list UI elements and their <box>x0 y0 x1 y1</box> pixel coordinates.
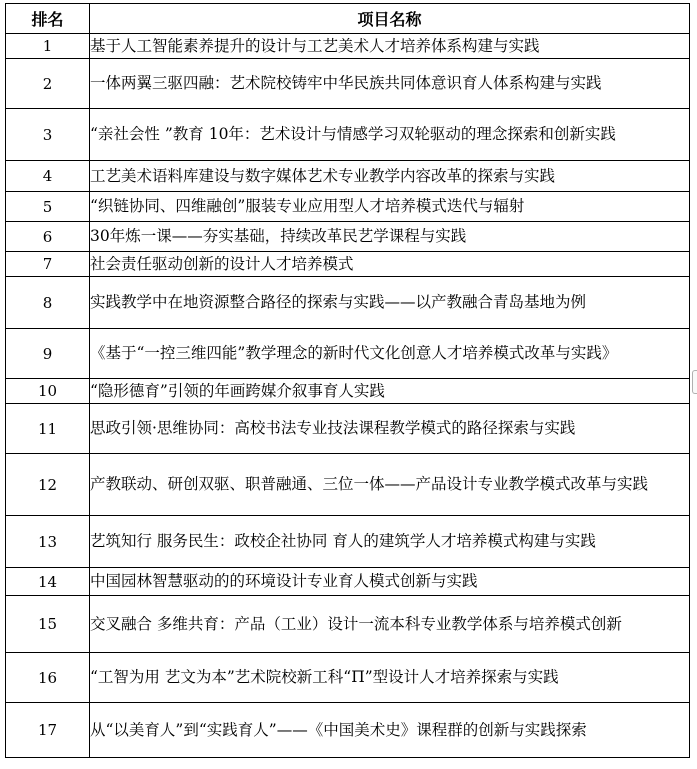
table-row <box>6 568 690 596</box>
project-name-cell: 实践教学中在地资源整合路径的探索与实践——以产教融合青岛基地为例 <box>90 277 690 329</box>
project-name-cell: 从“以美育人”到“实践育人”——《中国美术史》课程群的创新与实践探索 <box>90 703 690 758</box>
side-scroll-handle[interactable] <box>692 370 697 394</box>
name-column-header: 项目名称 <box>90 4 690 34</box>
project-name-cell: “亲社会性 ”教育 10年：艺术设计与情感学习双轮驱动的理念探索和创新实践 <box>90 109 690 161</box>
table-row <box>6 34 690 59</box>
rank-cell: 7 <box>6 252 90 277</box>
table-row <box>6 454 690 516</box>
project-name-cell: 《基于“一控三维四能”教学理念的新时代文化创意人才培养模式改革与实践》 <box>90 329 690 379</box>
project-name-cell: 艺筑知行 服务民生：政校企社协同 育人的建筑学人才培养模式构建与实践 <box>90 516 690 568</box>
table-row <box>6 703 690 758</box>
rank-cell: 3 <box>6 109 90 161</box>
table-row <box>6 277 690 329</box>
project-name-cell: 交叉融合 多维共育：产品（工业）设计一流本科专业教学体系与培养模式创新 <box>90 596 690 653</box>
rank-cell: 15 <box>6 596 90 653</box>
rank-column-header: 排名 <box>6 4 90 34</box>
rank-cell: 4 <box>6 161 90 192</box>
rank-cell: 9 <box>6 329 90 379</box>
rank-cell: 8 <box>6 277 90 329</box>
header-row <box>6 4 690 34</box>
project-name-cell: 30年炼一课——夯实基础，持续改革民艺学课程与实践 <box>90 222 690 252</box>
rank-cell: 12 <box>6 454 90 516</box>
table-row <box>6 59 690 109</box>
project-name-cell: 产教联动、研创双驱、职普融通、三位一体——产品设计专业教学模式改革与实践 <box>90 454 690 516</box>
project-name-cell: “工智为用 艺文为本”艺术院校新工科“Π”型设计人才培养探索与实践 <box>90 653 690 703</box>
rank-cell: 14 <box>6 568 90 596</box>
table-row <box>6 379 690 404</box>
rank-cell: 11 <box>6 404 90 454</box>
ranking-table <box>5 3 690 758</box>
rank-cell: 6 <box>6 222 90 252</box>
project-name-cell: 一体两翼三驱四融：艺术院校铸牢中华民族共同体意识育人体系构建与实践 <box>90 59 690 109</box>
rank-cell: 16 <box>6 653 90 703</box>
project-name-cell: 基于人工智能素养提升的设计与工艺美术人才培养体系构建与实践 <box>90 34 690 59</box>
project-name-cell: 工艺美术语料库建设与数字媒体艺术专业教学内容改革的探索与实践 <box>90 161 690 192</box>
table-row <box>6 516 690 568</box>
project-name-cell: 社会责任驱动创新的设计人才培养模式 <box>90 252 690 277</box>
project-name-cell: “织链协同、四维融创”服装专业应用型人才培养模式迭代与辐射 <box>90 192 690 222</box>
table-row <box>6 222 690 252</box>
rank-cell: 10 <box>6 379 90 404</box>
project-name-cell: 中国园林智慧驱动的的环境设计专业育人模式创新与实践 <box>90 568 690 596</box>
project-name-cell: “隐形德育”引领的年画跨媒介叙事育人实践 <box>90 379 690 404</box>
table-row <box>6 192 690 222</box>
table-row <box>6 329 690 379</box>
rank-cell: 17 <box>6 703 90 758</box>
table-row <box>6 109 690 161</box>
rank-cell: 1 <box>6 34 90 59</box>
table-row <box>6 252 690 277</box>
table-row <box>6 404 690 454</box>
table-row <box>6 653 690 703</box>
table-row <box>6 596 690 653</box>
rank-cell: 2 <box>6 59 90 109</box>
table-row <box>6 161 690 192</box>
rank-cell: 13 <box>6 516 90 568</box>
project-name-cell: 思政引领·思维协同：高校书法专业技法课程教学模式的路径探索与实践 <box>90 404 690 454</box>
rank-cell: 5 <box>6 192 90 222</box>
